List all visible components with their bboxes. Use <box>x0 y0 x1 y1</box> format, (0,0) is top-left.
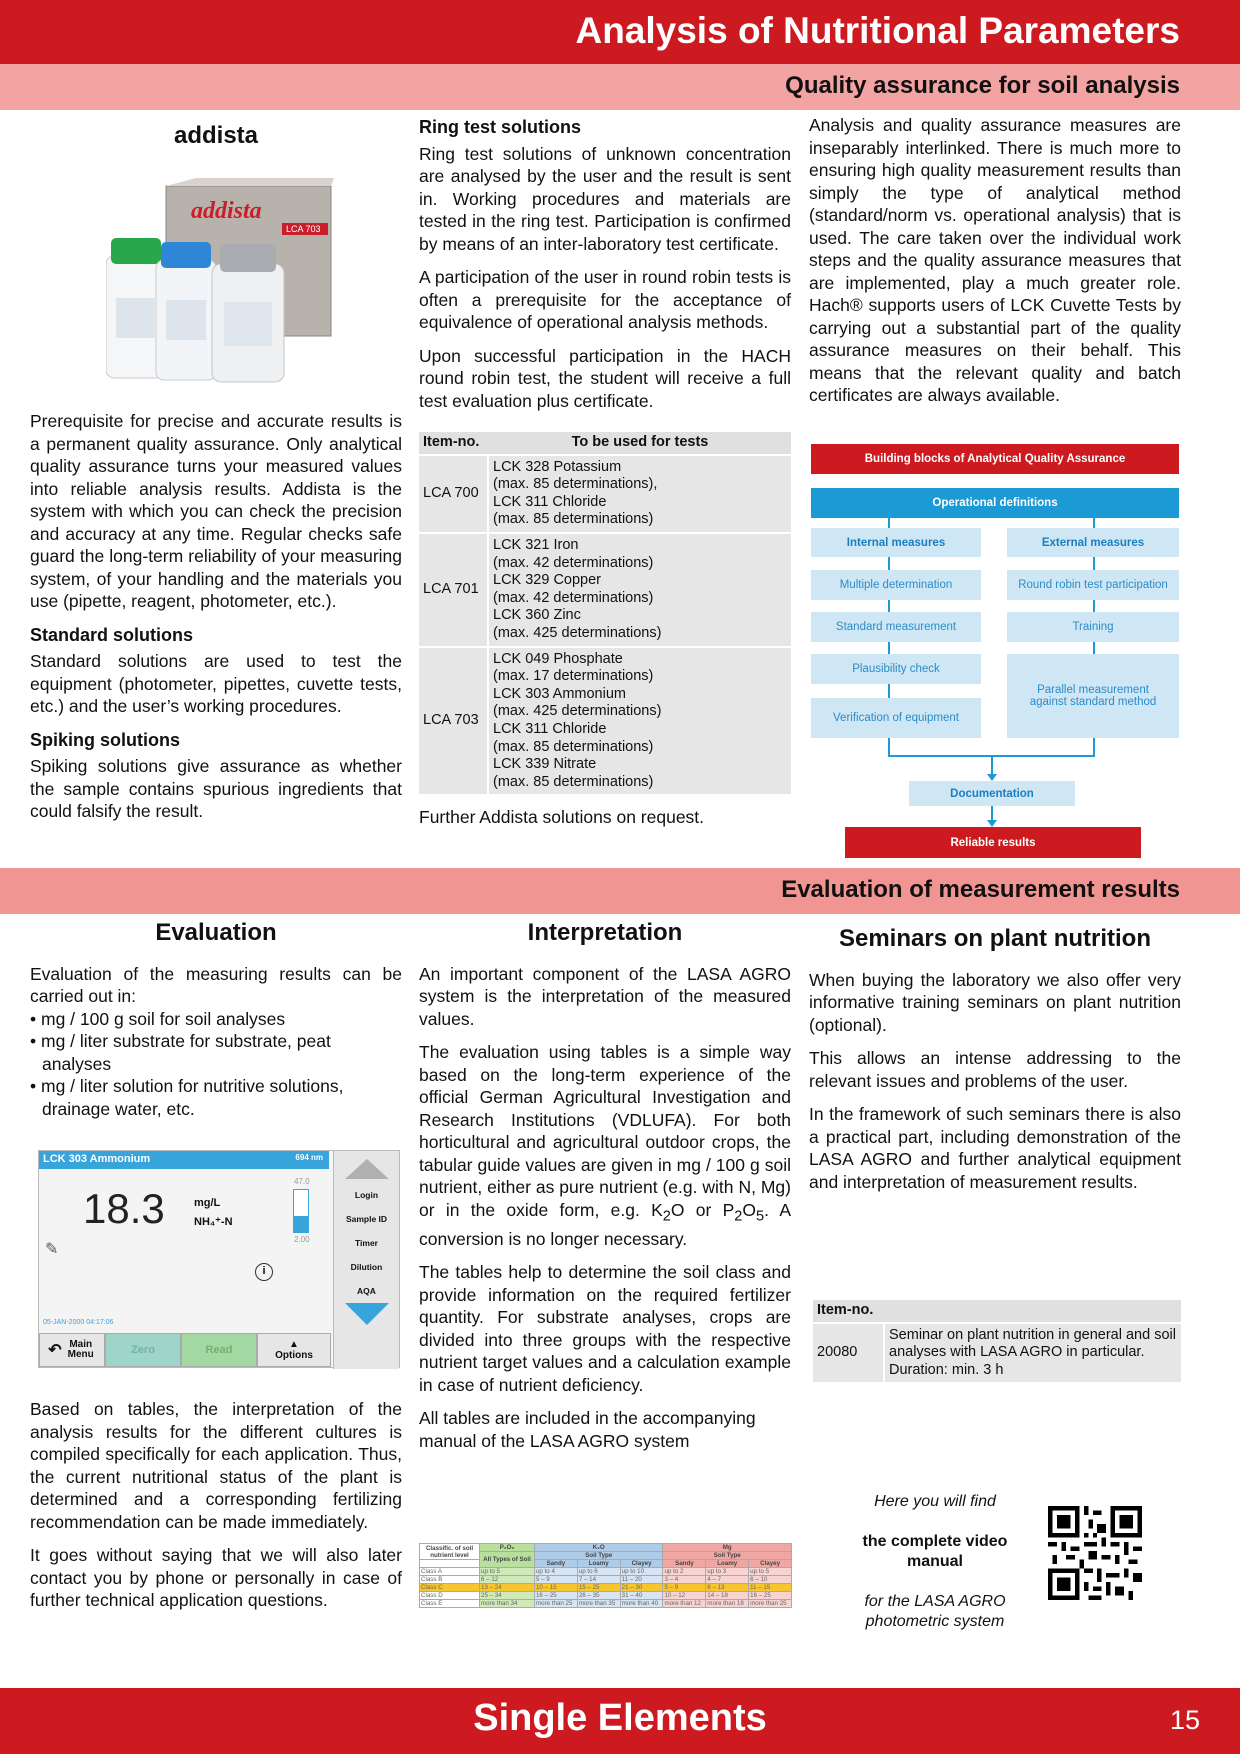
photometer-side-button-dilution[interactable]: Dilution <box>350 1262 383 1272</box>
nt-header-k: K₂O <box>534 1544 662 1552</box>
scroll-down-icon[interactable] <box>345 1303 389 1325</box>
ring-test-column <box>419 114 791 840</box>
test-line: LCK 339 Nitrate <box>493 756 597 773</box>
interpretation-column <box>419 919 791 1463</box>
nt-cell: 5 – 9 <box>534 1576 577 1584</box>
addista-heading: addista <box>173 122 259 149</box>
nt-cell: 26 – 35 <box>577 1592 620 1600</box>
test-line: (max. 42 determinations) <box>493 554 654 571</box>
evaluation-text-lower <box>30 1398 402 1623</box>
ring-test-p2: A participation of the user in round robin tests is often a prerequisite for the acceptance of equivalence of operational analysis methods. <box>419 267 791 332</box>
qr-caption <box>840 1492 1030 1632</box>
ring-test-heading: Ring test solutions <box>419 117 581 137</box>
qr-caption-line2: the complete video manual <box>862 1533 1008 1570</box>
nt-cell: up to 3 <box>706 1568 749 1576</box>
photometer-datetime: 05-JAN-2000 04:17:06 <box>43 1319 114 1326</box>
list-item: • mg / liter solution for nutritive solutions, drainage water, etc. <box>30 1076 344 1119</box>
diagram-reliable-results: Reliable results <box>845 827 1141 858</box>
table-row <box>419 648 791 795</box>
options-label: Options <box>275 1349 313 1361</box>
test-line: LCK 321 Iron <box>493 536 579 553</box>
tests-cell <box>489 648 791 795</box>
nt-soil-type: Sandy <box>534 1560 577 1568</box>
photometer-species: NH₄⁺-N <box>194 1216 233 1228</box>
diagram-internal-measures: Internal measures <box>811 528 981 557</box>
item-no-cell: LCA 703 <box>419 648 489 795</box>
addista-intro: Prerequisite for precise and accurate results is a permanent quality assurance. Only analytical quality assurance turns your measured values into reliable analysis results. Addista is the system with which you can check the precision and accuracy at any time. Regular checks safe guard the long-term reliability of your measuring system, of your handling and the materials you use (pipette, reagent, photometer, etc.). <box>30 411 402 611</box>
seminar-header-item-no: Item-no. <box>813 1300 885 1322</box>
table-row <box>813 1324 1181 1383</box>
info-icon[interactable]: i <box>255 1263 273 1281</box>
table-row <box>420 1568 792 1576</box>
item-no-cell: LCA 700 <box>419 456 489 532</box>
diagram-operational-definitions: Operational definitions <box>811 488 1179 518</box>
interpretation-p2 <box>419 1041 791 1250</box>
nt-header-p: P₂O₅ <box>480 1544 535 1552</box>
nt-cell: more than 25 <box>749 1600 792 1608</box>
photometer-zero-button[interactable]: Zero <box>105 1333 181 1367</box>
evaluation-heading: Evaluation <box>155 919 277 946</box>
qr-caption-line1: Here you will find <box>874 1493 996 1510</box>
diagram-external-item: Parallel measurement against standard method <box>1007 654 1179 738</box>
photometer-main-menu-button[interactable] <box>39 1333 105 1367</box>
diagram-internal-item: Standard measurement <box>811 612 981 642</box>
photometer-bottom-bar <box>39 1333 331 1367</box>
diagram-title: Building blocks of Analytical Quality Assurance <box>811 444 1179 474</box>
nt-header-k-sub: Soil Type <box>534 1552 662 1560</box>
test-line: LCK 311 Chloride <box>493 493 607 510</box>
nt-cell: 25 – 34 <box>480 1592 535 1600</box>
interpretation-heading: Interpretation <box>527 919 683 946</box>
test-line: (max. 42 determinations) <box>493 589 654 606</box>
item-no-cell: LCA 701 <box>419 534 489 646</box>
nt-soil-type: Loamy <box>577 1560 620 1568</box>
nt-cell: more than 18 <box>706 1600 749 1608</box>
qa-text: Analysis and quality assurance measures are inseparably interlinked. There is much more to ensuring high quality measurement results than simply the type of analytical method (standard/norm vs. operational analysis) that is used. The care taken over the individual work steps and the quality assurance measures that are implemented, play a much greater role. Hach® supports users of LCK Cuvette Tests by carrying out a substantial part of the quality assurance measures on their behalf. This means that the relevant quality and batch certificates are always available. <box>809 115 1181 405</box>
subscript: 2 <box>662 1208 671 1224</box>
seminars-column <box>809 925 1181 1204</box>
nt-cell: more than 35 <box>577 1600 620 1608</box>
nt-cell: 6 – 10 <box>749 1576 792 1584</box>
scroll-up-icon[interactable] <box>345 1159 389 1179</box>
table-header-item-no: Item-no. <box>419 432 489 454</box>
test-line: LCK 360 Zinc <box>493 607 581 624</box>
seminars-p2: This allows an intense addressing to the relevant issues and problems of the user. <box>809 1048 1181 1091</box>
page-header: Analysis of Nutritional Parameters <box>0 0 1240 64</box>
nt-cell: more than 34 <box>480 1600 535 1608</box>
nt-cell: more than 12 <box>663 1600 706 1608</box>
back-arrow-icon: ↶ <box>48 1342 62 1359</box>
nt-soil-type: Loamy <box>706 1560 749 1568</box>
test-line: LCK 328 Potassium <box>493 458 622 475</box>
test-line: (max. 425 determinations) <box>493 703 662 720</box>
nt-header-mg-sub: Soil Type <box>663 1552 792 1560</box>
section-header-quality: Quality assurance for soil analysis <box>0 64 1240 110</box>
nutrient-class-table <box>419 1543 792 1608</box>
evaluation-units-list <box>30 1008 402 1121</box>
nt-cell: Class D <box>420 1592 480 1600</box>
nt-blank <box>420 1560 480 1568</box>
spiking-solutions-text: Spiking solutions give assurance as whether the sample contains spurious ingredients that could falsify the result. <box>30 756 402 821</box>
nt-cell: 11 – 15 <box>749 1584 792 1592</box>
table-row <box>419 456 791 532</box>
nt-cell: 7 – 14 <box>577 1576 620 1584</box>
nt-cell: 15 – 25 <box>577 1584 620 1592</box>
qa-column <box>809 114 1181 418</box>
addista-column <box>30 122 402 149</box>
photometer-read-button[interactable]: Read <box>181 1333 257 1367</box>
nt-soil-type: Sandy <box>663 1560 706 1568</box>
evaluation-column <box>30 919 402 1120</box>
nt-cell: 11 – 20 <box>620 1576 663 1584</box>
nt-cell: Class E <box>420 1600 480 1608</box>
nt-cell: Class B <box>420 1576 480 1584</box>
nt-cell: up to 4 <box>534 1568 577 1576</box>
photometer-level-gauge <box>293 1189 309 1233</box>
interpretation-p2-text: O <box>742 1199 757 1220</box>
photometer-unit: mg/L <box>194 1197 221 1209</box>
nt-cell: up to 5 <box>749 1568 792 1576</box>
evaluation-intro: Evaluation of the measuring results can be carried out in: <box>30 963 402 1006</box>
tests-cell <box>489 456 791 532</box>
product-box-label: addista <box>191 198 262 224</box>
nt-cell: more than 40 <box>620 1600 663 1608</box>
photometer-test-name: LCK 303 Ammonium <box>43 1153 151 1165</box>
nt-cell: 16 – 25 <box>749 1592 792 1600</box>
table-row <box>419 534 791 646</box>
nt-cell: 13 – 24 <box>480 1584 535 1592</box>
edit-icon[interactable]: ✎ <box>45 1241 59 1258</box>
diagram-internal-item: Multiple determination <box>811 570 981 600</box>
nt-header-mg: Mg <box>663 1544 792 1552</box>
photometer-side-button-sample-id[interactable]: Sample ID <box>345 1214 388 1224</box>
test-line: (max. 17 determinations) <box>493 668 654 685</box>
page-footer <box>0 1688 1240 1754</box>
diagram-external-measures: External measures <box>1007 528 1179 557</box>
further-solutions-note: Further Addista solutions on request. <box>419 807 705 828</box>
nt-cell: 3 – 4 <box>663 1576 706 1584</box>
test-line: (max. 85 determinations), <box>493 476 658 493</box>
tests-cell <box>489 534 791 646</box>
diagram-internal-item: Verification of equipment <box>811 698 981 738</box>
section-header-evaluation: Evaluation of measurement results <box>0 868 1240 914</box>
nt-soil-type: Clayey <box>749 1560 792 1568</box>
table-row <box>420 1592 792 1600</box>
seminar-header-description <box>885 1300 1181 1322</box>
nt-cell: 10 – 15 <box>534 1584 577 1592</box>
photometer-value: 18.3 <box>83 1185 165 1232</box>
nt-cell: more than 25 <box>534 1600 577 1608</box>
nt-cell: 31 – 40 <box>620 1592 663 1600</box>
nt-cell: Class A <box>420 1568 480 1576</box>
qr-caption-line3: for the LASA AGRO photometric system <box>864 1593 1006 1630</box>
list-item: • mg / 100 g soil for soil analyses <box>30 1008 286 1029</box>
addista-product-image <box>106 178 334 384</box>
ring-test-table <box>419 430 791 796</box>
diagram-external-item: Round robin test participation <box>1007 570 1179 600</box>
nt-cell: 8 – 13 <box>706 1584 749 1592</box>
ring-test-p1: Ring test solutions of unknown concentration are analysed by the user and the result is sent in. Working procedures and materials are tested in the ring test. Participation is confirmed by means of an inter-laboratory test certificate. <box>419 143 791 254</box>
test-line: (max. 425 determinations) <box>493 624 662 641</box>
test-line: (max. 85 determinations) <box>493 738 654 755</box>
subscript: 2 <box>734 1208 743 1224</box>
standard-solutions-heading: Standard solutions <box>30 624 194 645</box>
photometer-range-max: 47.0 <box>294 1177 310 1186</box>
ring-test-p3: Upon successful participation in the HACH round robin test, the student will receive a full test evaluation plus certificate. <box>419 345 791 411</box>
interpretation-p4: All tables are included in the accompanying manual of the LASA AGRO system <box>419 1408 756 1451</box>
diagram-internal-item: Plausibility check <box>811 654 981 684</box>
addista-text <box>30 410 402 834</box>
nt-header-p-sub: All Types of Soil <box>480 1552 535 1568</box>
nt-cell: up to 6 <box>577 1568 620 1576</box>
interpretation-p2-text: . A conversion is no longer necessary. <box>419 1199 791 1249</box>
test-line: LCK 303 Ammonium <box>493 685 626 702</box>
nt-cell: Class C <box>420 1584 480 1592</box>
qr-code[interactable] <box>1048 1506 1142 1600</box>
test-line: LCK 049 Phosphate <box>493 650 623 667</box>
qa-diagram <box>809 444 1181 858</box>
photometer-screenshot <box>38 1150 400 1368</box>
footer-title: Single Elements <box>473 1697 767 1739</box>
standard-solutions-text: Standard solutions are used to test the equipment (photometer, pipettes, cuvette tests, etc.) and the user’s working procedures. <box>30 651 402 716</box>
photometer-wavelength: 694 nm <box>295 1153 323 1162</box>
table-row <box>420 1600 792 1608</box>
nt-cell: up to 10 <box>620 1568 663 1576</box>
nt-cell: 5 – 9 <box>663 1584 706 1592</box>
nt-cell: 4 – 7 <box>706 1576 749 1584</box>
interpretation-p3: The tables help to determine the soil class and provide information on the required fertilizer quantity. For substrate analyses, crops are divided into three groups with the respective nutrient target values and a calculation example in case of nutrient deficiency. <box>419 1262 791 1395</box>
nt-cell: 6 – 12 <box>480 1576 535 1584</box>
seminar-item-no: 20080 <box>813 1324 885 1383</box>
diagram-documentation: Documentation <box>909 781 1075 806</box>
evaluation-p3: It goes without saying that we will also later contact you by phone or personally in case of further technical application questions. <box>30 1545 402 1610</box>
nt-cell: 10 – 12 <box>663 1592 706 1600</box>
list-item: • mg / liter substrate for substrate, peat analyses <box>30 1031 331 1074</box>
table-row <box>420 1576 792 1584</box>
nt-header-class: Classific. of soil nutrient level <box>420 1544 480 1560</box>
main-menu-label: Main Menu <box>67 1339 94 1360</box>
nt-cell: 14 – 18 <box>706 1592 749 1600</box>
nt-cell: 21 – 30 <box>620 1584 663 1592</box>
diagram-external-item: Training <box>1007 612 1179 642</box>
photometer-titlebar <box>39 1151 329 1169</box>
test-line: (max. 85 determinations) <box>493 511 654 528</box>
spiking-solutions-heading: Spiking solutions <box>30 729 181 750</box>
test-line: LCK 329 Copper <box>493 572 602 589</box>
nt-cell: up to 2 <box>663 1568 706 1576</box>
seminars-p1: When buying the laboratory we also offer very informative training seminars on plant nutrition (optional). <box>809 969 1181 1035</box>
nt-cell: 16 – 25 <box>534 1592 577 1600</box>
interpretation-p2-text: The evaluation using tables is a simple way based on the long-term experience of the official German Agricultural Investigation and Research Institutions (VDLUFA). For both horticultural and agricultural outdoor crops, the tabular guide values are given in mg / 100 g soil nutrient, either as pure nutrient (e.g. with N, Mg) or in the oxide form, e.g. K <box>419 1042 791 1220</box>
photometer-side-button-timer[interactable]: Timer <box>355 1238 378 1248</box>
photometer-options-button[interactable] <box>257 1333 331 1367</box>
interpretation-p2-text: O or P <box>670 1199 735 1220</box>
seminars-p3: In the framework of such seminars there is also a practical part, including demonstration of the LASA AGRO and further analytical equipment and interpretation of measurement results. <box>809 1104 1181 1192</box>
page-number: 15 <box>1169 1705 1200 1735</box>
table-header-tests: To be used for tests <box>489 432 791 454</box>
test-line: LCK 311 Chloride <box>493 720 607 737</box>
seminars-heading: Seminars on plant nutrition <box>838 925 1151 952</box>
test-line: (max. 85 determinations) <box>493 773 654 790</box>
table-row <box>420 1584 792 1592</box>
photometer-side-button-aqa[interactable]: AQA <box>357 1286 376 1296</box>
evaluation-p2: Based on tables, the interpretation of the analysis results for the different cultures is compiled specifically for each application. Thus, the current nutritional status of the plant is determined and a corresponding fertilizing recommendation can be made immediately. <box>30 1399 402 1532</box>
photometer-side-button-login[interactable]: Login <box>354 1190 379 1200</box>
product-box-code: LCA 703 <box>286 224 321 234</box>
nt-soil-type: Clayey <box>620 1560 663 1568</box>
nt-cell: up to 5 <box>480 1568 535 1576</box>
seminar-description: Seminar on plant nutrition in general and soil analyses with LASA AGRO in particular. Duration: min. 3 h <box>885 1324 1181 1383</box>
caret-up-icon: ▲ <box>289 1338 299 1350</box>
photometer-range-min: 2.00 <box>294 1235 310 1244</box>
photometer-side-panel <box>333 1151 399 1369</box>
seminar-table <box>813 1298 1181 1384</box>
interpretation-p1: An important component of the LASA AGRO system is the interpretation of the measured values. <box>419 963 791 1029</box>
subscript: 5 <box>756 1208 765 1224</box>
